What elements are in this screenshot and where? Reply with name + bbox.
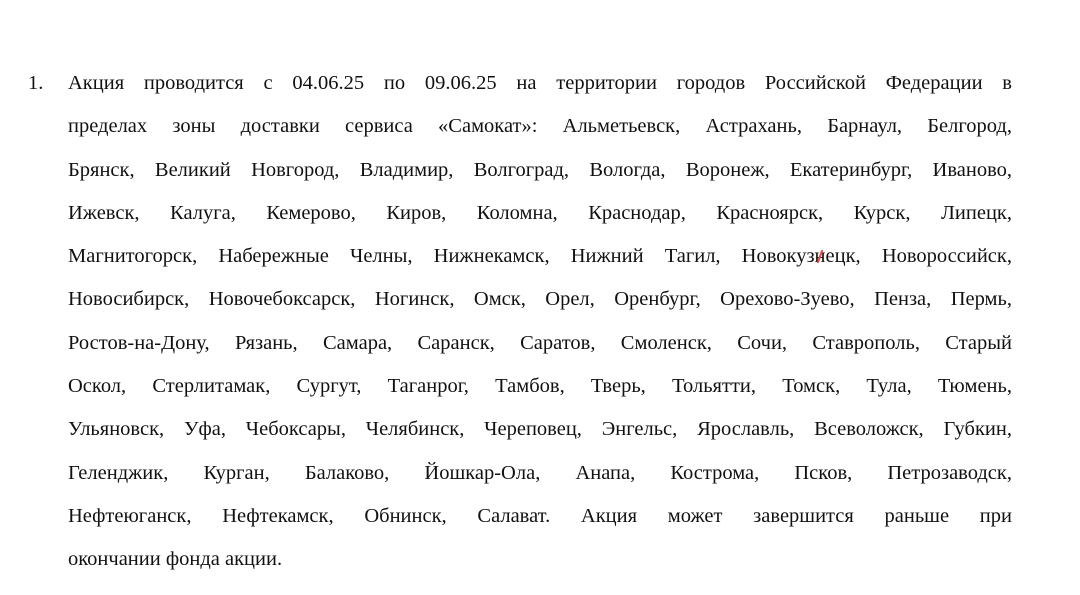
list-item-number: 1. (28, 72, 44, 94)
paragraph-line: окончании фонда акции. (68, 548, 283, 571)
paragraph-line: Магнитогорск, Набережные Челны, Нижнекамск, Нижний Тагил, Новокузнецк, Новороссийск, (68, 245, 1012, 268)
paragraph-line: Нефтеюганск, Нефтекамск, Обнинск, Салават. Акция может завершится раньше при (68, 504, 1012, 527)
paragraph-line: Новосибирск, Новочебоксарск, Ногинск, Омск, Орел, Оренбург, Орехово-Зуево, Пенза, Пермь, (68, 288, 1012, 311)
paragraph-line: пределах зоны доставки сервиса «Самокат»: Альметьевск, Астрахань, Барнаул, Белгород, (68, 115, 1012, 138)
paragraph-line: Ростов-на-Дону, Рязань, Самара, Саранск, Саратов, Смоленск, Сочи, Ставрополь, Старый (68, 331, 1012, 354)
red-cursor-mark-icon (815, 250, 825, 264)
paragraph-line: Акция проводится с 04.06.25 по 09.06.25 на территории городов Российской Федерации в (68, 72, 1012, 94)
list-item-paragraph (68, 62, 1012, 582)
paragraph-line: Оскол, Стерлитамак, Сургут, Таганрог, Тамбов, Тверь, Тольятти, Томск, Тула, Тюмень, (68, 375, 1012, 398)
paragraph-line: Брянск, Великий Новгород, Владимир, Волгоград, Вологда, Воронеж, Екатеринбург, Иваново, (68, 158, 1012, 181)
paragraph-line: Ижевск, Калуга, Кемерово, Киров, Коломна, Краснодар, Красноярск, Курск, Липецк, (68, 201, 1012, 224)
paragraph-line: Ульяновск, Уфа, Чебоксары, Челябинск, Череповец, Энгельс, Ярославль, Всеволожск, Губкин, (68, 418, 1012, 441)
paragraph-line: Геленджик, Курган, Балаково, Йошкар-Ола, Анапа, Кострома, Псков, Петрозаводск, (68, 461, 1012, 484)
